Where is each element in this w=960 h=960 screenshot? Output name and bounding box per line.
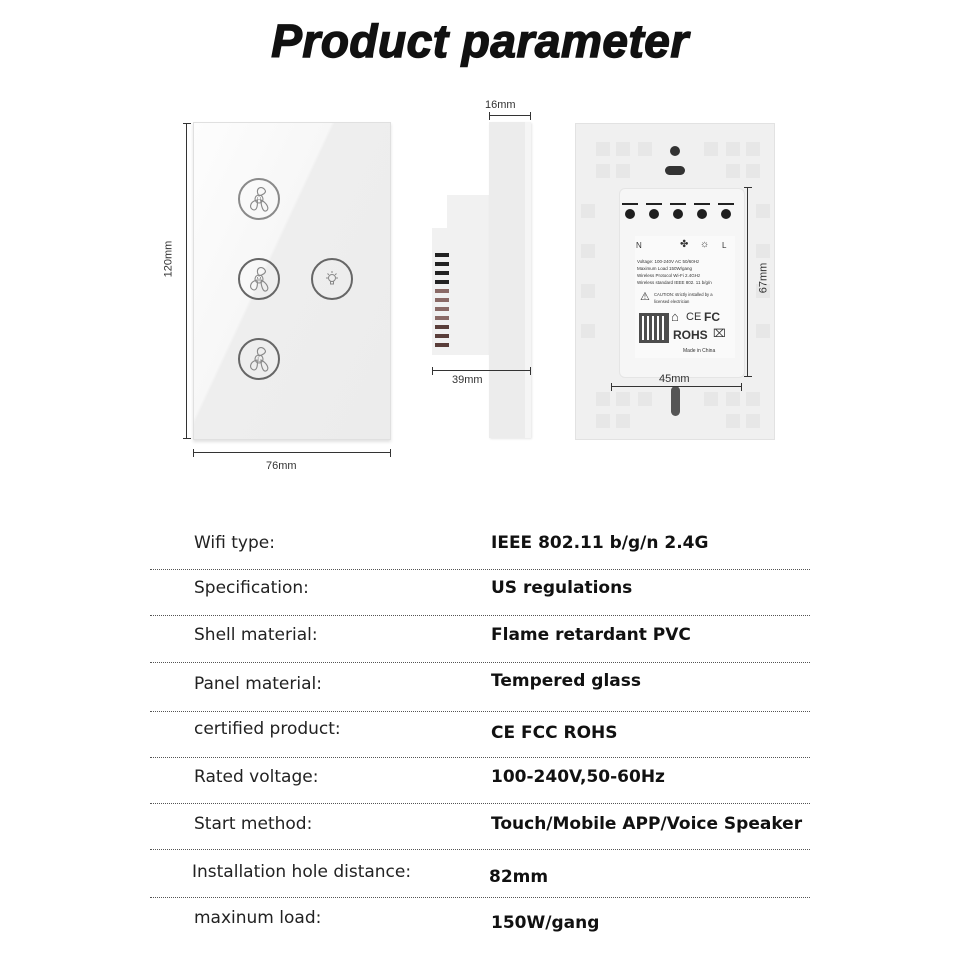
panel-depth-label: 16mm	[485, 99, 516, 111]
side-panel-plate	[489, 122, 531, 438]
terminal-screw	[649, 209, 659, 219]
spec-label-max-load: maxinum load:	[194, 908, 322, 928]
fan-icon	[240, 340, 278, 378]
back-height-dimension-line	[747, 187, 748, 377]
terminal-screw	[697, 209, 707, 219]
total-depth-line	[432, 370, 531, 371]
vent-slot	[435, 289, 449, 293]
spec-label-rated-voltage: Rated voltage:	[194, 767, 319, 787]
vent-slot	[435, 298, 449, 302]
weee-bin-icon: ⌧	[713, 328, 726, 340]
width-dimension-label: 76mm	[266, 460, 297, 472]
spec-label-start-method: Start method:	[194, 814, 313, 834]
vent-slot	[435, 307, 449, 311]
vent-slot	[435, 262, 449, 266]
height-dimension-label: 120mm	[162, 240, 175, 278]
spec-value-panel-material: Tempered glass	[491, 671, 641, 691]
caution-text: CAUTION: strictly installed by a licensed electrician	[654, 292, 713, 304]
height-dimension-line	[186, 123, 187, 439]
row-divider	[150, 757, 810, 758]
vent-slot	[435, 280, 449, 284]
total-depth-label: 39mm	[452, 374, 483, 386]
terminal-label-neutral: N	[636, 241, 642, 250]
spec-value-wifi-type: IEEE 802.11 b/g/n 2.4G	[491, 533, 709, 553]
fan-icon	[240, 260, 278, 298]
fan-high-button	[238, 178, 280, 220]
spec-value-rated-voltage: 100-240V,50-60Hz	[491, 767, 665, 787]
back-height-dimension-label: 67mm	[757, 262, 770, 294]
spec-label-shell-material: Shell material:	[194, 625, 318, 645]
page-title: Product parameter	[271, 15, 689, 67]
spec-label-specification: Specification:	[194, 578, 309, 598]
front-glass-panel	[193, 122, 391, 440]
warning-icon: ⚠	[640, 291, 650, 303]
vent-slot	[435, 253, 449, 257]
lightbulb-icon: ☼	[700, 239, 710, 250]
fan-medium-button	[238, 258, 280, 300]
spec-label-wifi-type: Wifi type:	[194, 533, 275, 553]
spec-label-installation-hole-distance: Installation hole distance:	[192, 862, 412, 882]
width-dimension-line	[193, 452, 391, 453]
sticker-line: Wireless standard IEEE 802. 11 b/g/n	[637, 280, 712, 285]
fan-low-button	[238, 338, 280, 380]
svg-text:L: L	[257, 357, 261, 364]
mount-hole-slot-bottom	[671, 386, 680, 416]
svg-text:M: M	[256, 277, 262, 284]
row-divider	[150, 803, 810, 804]
mount-hole-slot-top	[665, 166, 685, 175]
spec-label-panel-material: Panel material:	[194, 674, 322, 694]
row-divider	[150, 849, 810, 850]
back-width-dimension-line	[611, 386, 742, 387]
spec-value-specification: US regulations	[491, 578, 633, 598]
sticker-line: Maximum Load 150W/gang	[637, 266, 693, 271]
spec-value-certified-product: CE FCC ROHS	[491, 723, 618, 743]
ce-mark: CE	[686, 311, 702, 323]
spec-value-max-load: 150W/gang	[491, 913, 600, 933]
sticker-line: Voltage: 100-240V AC 50/60Hz	[637, 259, 700, 264]
back-width-dimension-label: 45mm	[659, 373, 690, 385]
vent-slot	[435, 271, 449, 275]
spec-label-certified-product: certified product:	[194, 719, 341, 739]
row-divider	[150, 897, 810, 898]
side-housing-upper	[447, 195, 489, 355]
fan-icon: ✤	[680, 239, 689, 250]
terminal-screw	[721, 209, 731, 219]
panel-depth-line	[489, 115, 531, 116]
light-button	[311, 258, 353, 300]
rohs-mark: ROHS	[673, 328, 708, 342]
spec-value-shell-material: Flame retardant PVC	[491, 625, 691, 645]
row-divider	[150, 615, 810, 616]
terminal-screw	[673, 209, 683, 219]
vent-slot	[435, 343, 449, 347]
vent-slot	[435, 316, 449, 320]
row-divider	[150, 662, 810, 663]
spec-value-installation-hole-distance: 82mm	[489, 867, 549, 887]
svg-text:H: H	[256, 197, 262, 204]
lightbulb-icon	[313, 260, 351, 298]
mount-hole-round	[670, 146, 680, 156]
terminal-screw	[625, 209, 635, 219]
origin-text: Made in China	[683, 348, 716, 354]
home-icon: ⌂	[671, 309, 679, 324]
sticker-line: Wireless Protocol Wi-Fi 2.4GHz	[637, 273, 701, 278]
spec-value-start-method: Touch/Mobile APP/Voice Speaker	[491, 814, 803, 834]
terminal-label-line: L	[722, 241, 727, 250]
qr-code	[639, 313, 669, 343]
vent-slot	[435, 325, 449, 329]
fcc-mark: FC	[704, 310, 720, 324]
row-divider	[150, 569, 810, 570]
row-divider	[150, 711, 810, 712]
vent-slot	[435, 334, 449, 338]
fan-icon	[240, 180, 278, 218]
